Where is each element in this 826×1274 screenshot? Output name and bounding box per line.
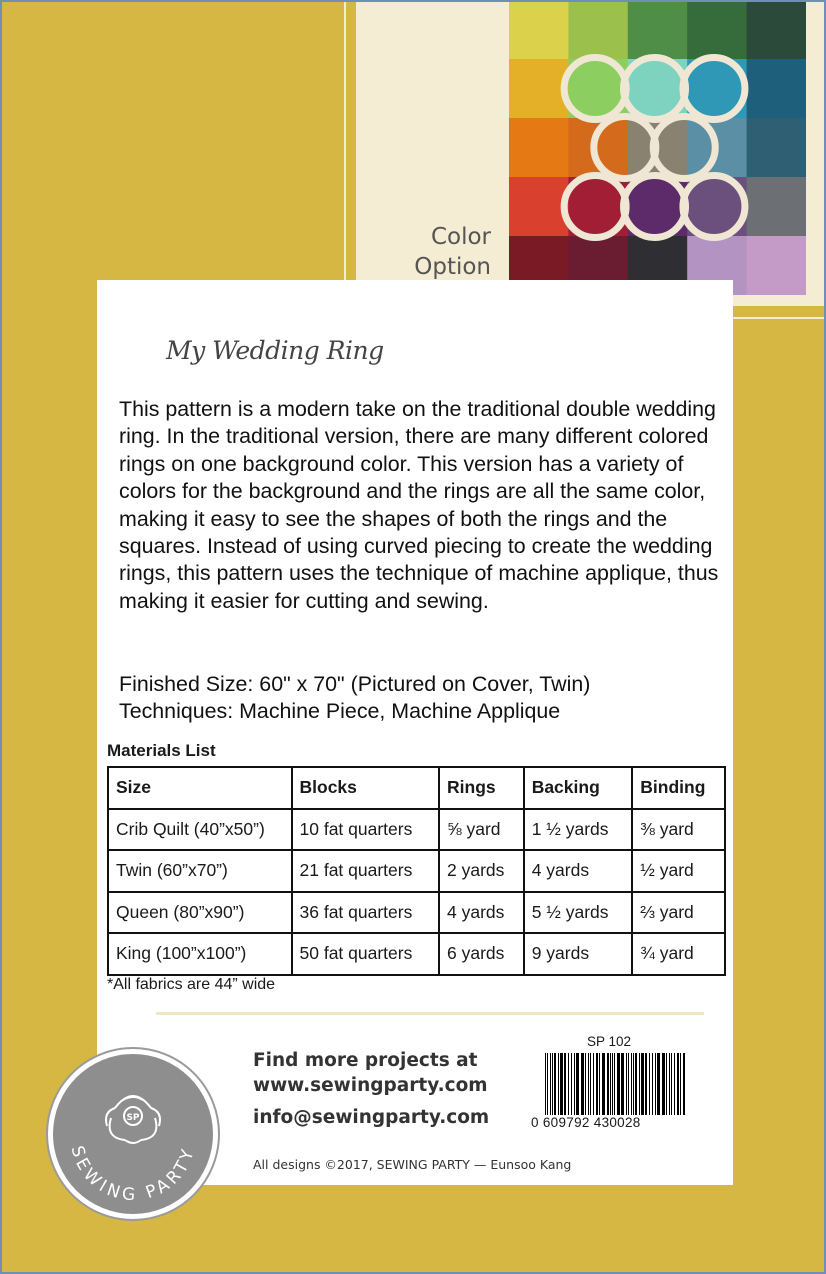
color-option-label bbox=[376, 222, 491, 282]
cell-blocks: 50 fat quarters bbox=[292, 933, 440, 975]
cell-size: Twin (60”x70”) bbox=[108, 850, 292, 892]
cell-blocks: 10 fat quarters bbox=[292, 809, 440, 851]
sewing-party-logo bbox=[45, 1046, 221, 1222]
barcode-bar bbox=[593, 1053, 594, 1115]
quilt-square bbox=[509, 177, 569, 237]
barcode-bar bbox=[581, 1053, 584, 1115]
header-binding: Binding bbox=[632, 767, 725, 809]
barcode-bar bbox=[571, 1053, 572, 1115]
quilt-square bbox=[509, 0, 569, 60]
barcode-bar bbox=[641, 1053, 644, 1115]
barcode-bar bbox=[677, 1053, 679, 1115]
cell-binding: ¾ yard bbox=[632, 933, 725, 975]
cell-binding: ⅔ yard bbox=[632, 892, 725, 934]
barcode-bar bbox=[588, 1053, 589, 1115]
quilt-square bbox=[687, 0, 747, 60]
barcode-bar bbox=[590, 1053, 591, 1115]
barcode-bar bbox=[683, 1053, 685, 1115]
barcode-bar bbox=[554, 1053, 556, 1115]
materials-table bbox=[107, 766, 726, 976]
fabric-width-note: *All fabrics are 44” wide bbox=[107, 976, 276, 993]
cell-rings: ⅝ yard bbox=[439, 809, 524, 851]
finished-size: Finished Size: 60" x 70" (Pictured on Cover, Twin) bbox=[119, 672, 591, 696]
cell-backing: 1 ½ yards bbox=[524, 809, 633, 851]
barcode-bar bbox=[547, 1053, 548, 1115]
cell-binding: ½ yard bbox=[632, 850, 725, 892]
barcode-bar bbox=[680, 1053, 681, 1115]
barcode-bar bbox=[652, 1053, 653, 1115]
pattern-description: This pattern is a modern take on the traditional double wedding ring. In the traditional version, there are many different colored rings on one background color. This version has a variety of colors for the background and the rings are all the same color, making it easy to see the shapes of both the rings and the squares. Instead of using curved piecing to create the wedding rings, this pattern uses the technique of machine applique, thus making it easier for cutting and sewing. bbox=[119, 397, 719, 613]
barcode-bar bbox=[564, 1053, 566, 1115]
cell-backing: 5 ½ yards bbox=[524, 892, 633, 934]
copyright-text: All designs ©2017, SEWING PARTY — Eunsoo Kang bbox=[253, 1157, 572, 1172]
cell-rings: 6 yards bbox=[439, 933, 524, 975]
barcode-bar bbox=[550, 1053, 551, 1115]
barcode-icon bbox=[545, 1053, 685, 1115]
table-row bbox=[108, 933, 725, 975]
quilt-square bbox=[509, 59, 569, 119]
barcode-bar bbox=[669, 1053, 670, 1115]
logo-monogram: SP bbox=[126, 1113, 140, 1123]
table-row bbox=[108, 850, 725, 892]
barcode-bar bbox=[560, 1053, 563, 1115]
cell-size: King (100”x100”) bbox=[108, 933, 292, 975]
cell-blocks: 21 fat quarters bbox=[292, 850, 440, 892]
barcode-bar bbox=[671, 1053, 672, 1115]
pattern-title: My Wedding Ring bbox=[166, 336, 384, 365]
materials-list-title: Materials List bbox=[107, 741, 216, 760]
barcode-bar bbox=[614, 1053, 615, 1115]
cell-binding: ⅜ yard bbox=[632, 809, 725, 851]
table-header-row bbox=[108, 767, 725, 809]
cell-size: Queen (80”x90”) bbox=[108, 892, 292, 934]
barcode-bar bbox=[574, 1053, 575, 1115]
barcode-number: 0 609792 430028 bbox=[531, 1115, 641, 1130]
header-size: Size bbox=[108, 767, 292, 809]
barcode-bar bbox=[657, 1053, 660, 1115]
cell-blocks: 36 fat quarters bbox=[292, 892, 440, 934]
color-option-label-line2: Option bbox=[414, 254, 491, 280]
quilt-square bbox=[747, 0, 806, 60]
quilt-square bbox=[747, 118, 806, 178]
barcode-bar bbox=[576, 1053, 579, 1115]
barcode-bar bbox=[558, 1053, 559, 1115]
barcode-bar bbox=[602, 1053, 605, 1115]
color-option-label-line1: Color bbox=[430, 224, 491, 250]
barcode-bar bbox=[545, 1053, 546, 1115]
table-row bbox=[108, 892, 725, 934]
barcode-bar bbox=[662, 1053, 665, 1115]
quilt-square bbox=[747, 59, 806, 119]
quilt-square bbox=[628, 0, 688, 60]
barcode-bar bbox=[621, 1053, 624, 1115]
cell-rings: 4 yards bbox=[439, 892, 524, 934]
cell-rings: 2 yards bbox=[439, 850, 524, 892]
barcode-bar bbox=[631, 1053, 632, 1115]
quilt-square bbox=[509, 118, 569, 178]
product-sku: SP 102 bbox=[587, 1034, 632, 1049]
quilt-square bbox=[568, 0, 628, 60]
barcode-bar bbox=[635, 1053, 637, 1115]
barcode-bar bbox=[568, 1053, 569, 1115]
barcode-bar bbox=[633, 1053, 634, 1115]
barcode-bar bbox=[666, 1053, 667, 1115]
quilt-photo bbox=[509, 0, 806, 295]
email-link[interactable]: info@sewingparty.com bbox=[253, 1107, 490, 1128]
barcode-bar bbox=[649, 1053, 650, 1115]
cell-backing: 4 yards bbox=[524, 850, 633, 892]
website-link[interactable]: www.sewingparty.com bbox=[253, 1075, 488, 1096]
header-rings: Rings bbox=[439, 767, 524, 809]
techniques: Techniques: Machine Piece, Machine Applique bbox=[119, 699, 561, 723]
find-more-text: Find more projects at bbox=[253, 1050, 478, 1071]
barcode-bar bbox=[626, 1053, 627, 1115]
barcode-bar bbox=[612, 1053, 613, 1115]
barcode-bar bbox=[628, 1053, 629, 1115]
quilt-square bbox=[747, 236, 806, 295]
cell-backing: 9 yards bbox=[524, 933, 633, 975]
header-blocks: Blocks bbox=[292, 767, 440, 809]
barcode-bar bbox=[585, 1053, 586, 1115]
divider bbox=[156, 1012, 704, 1015]
quilt-square bbox=[747, 177, 806, 237]
barcode-bar bbox=[655, 1053, 656, 1115]
find-more-projects bbox=[253, 1048, 488, 1098]
barcode-bar bbox=[674, 1053, 675, 1115]
barcode-bar bbox=[552, 1053, 553, 1115]
barcode-bar bbox=[639, 1053, 640, 1115]
barcode-bar bbox=[596, 1053, 598, 1115]
cell-size: Crib Quilt (40”x50”) bbox=[108, 809, 292, 851]
barcode-bar bbox=[610, 1053, 611, 1115]
barcode-bar bbox=[617, 1053, 620, 1115]
barcode-bar bbox=[599, 1053, 600, 1115]
barcode-bar bbox=[607, 1053, 609, 1115]
quilt-image bbox=[509, 0, 806, 295]
header-backing: Backing bbox=[524, 767, 633, 809]
barcode-bar bbox=[645, 1053, 647, 1115]
table-row bbox=[108, 809, 725, 851]
logo-text: SEWING PARTY bbox=[66, 1143, 200, 1206]
